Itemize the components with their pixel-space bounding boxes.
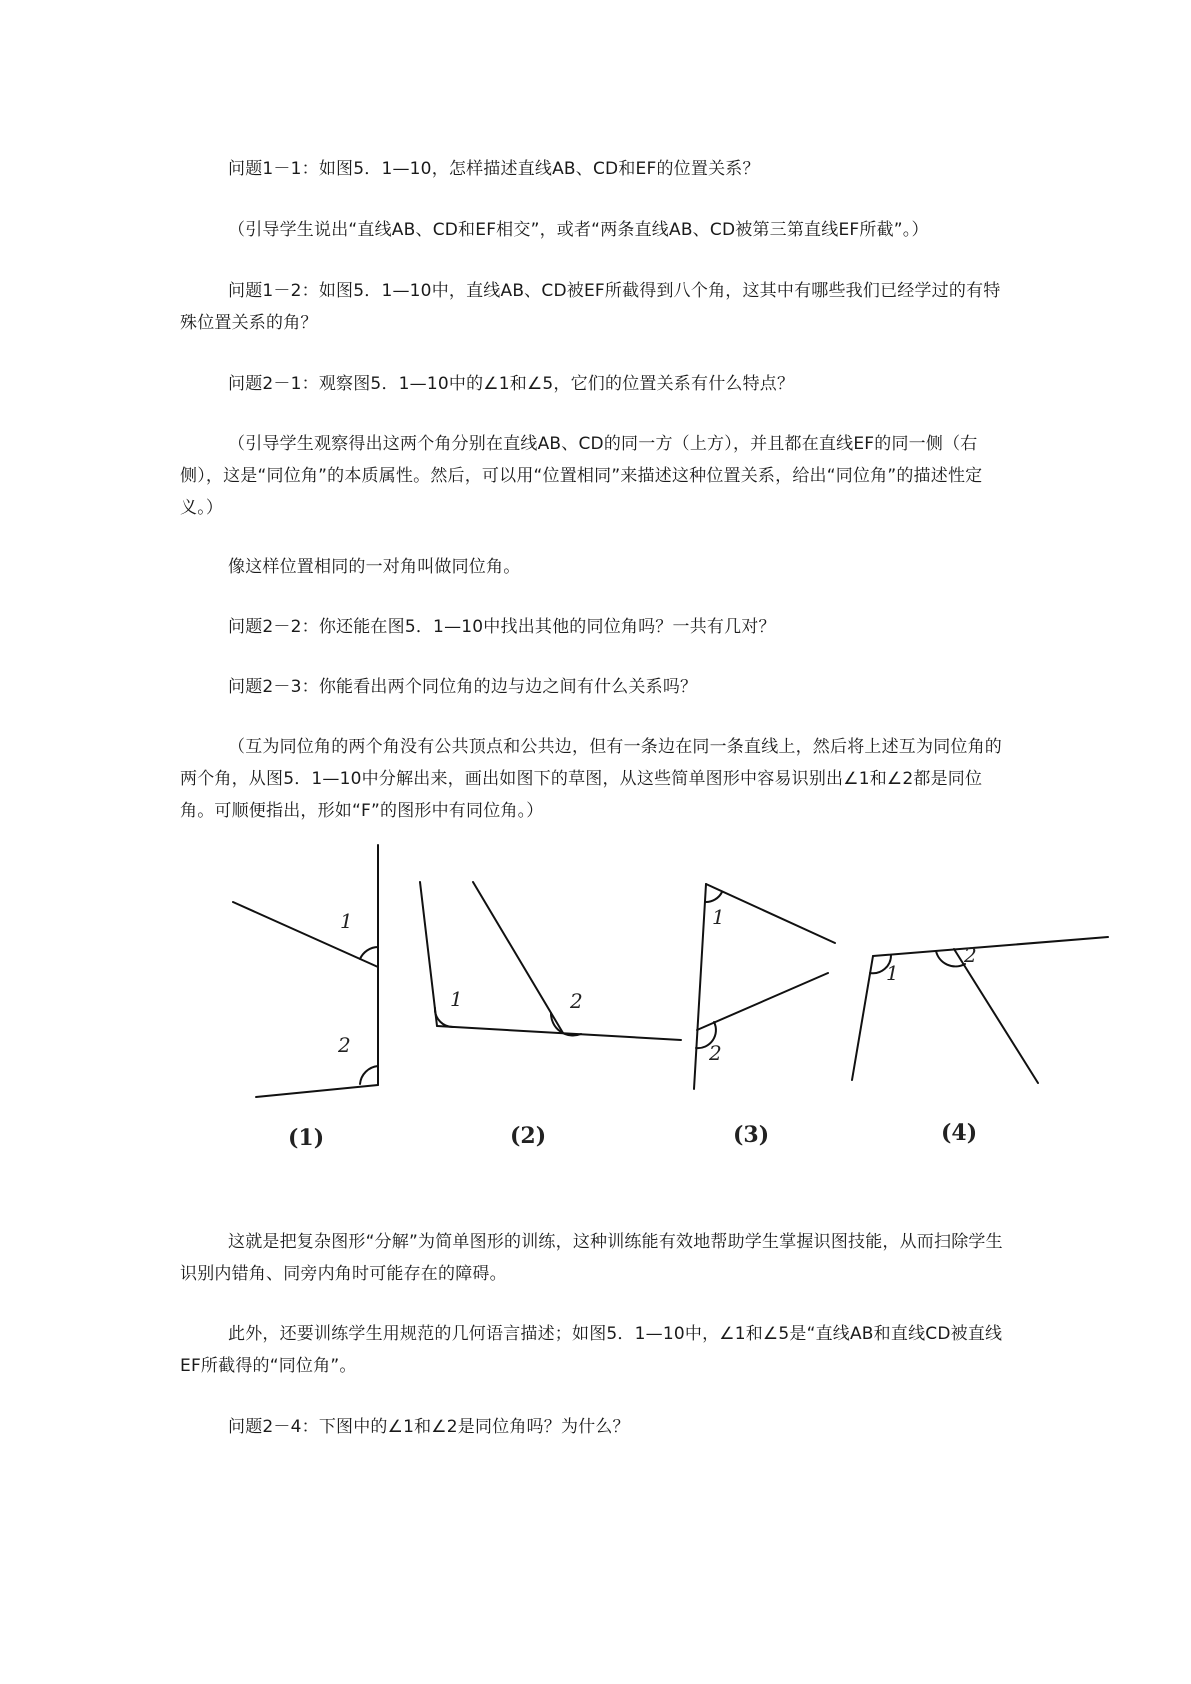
caption-2: (2) bbox=[510, 1123, 547, 1149]
caption-3: (3) bbox=[733, 1122, 770, 1148]
f1-angle-1-label: 1 bbox=[340, 909, 353, 933]
sketch-4 bbox=[852, 937, 1108, 1083]
f3-angle-1-label: 1 bbox=[712, 905, 725, 929]
training-paragraph: 这就是把复杂图形“分解”为简单图形的训练，这种训练能有效地帮助学生掌握识图技能，从而扫除学生识别内错角、同旁内角时可能存在的障碍。 bbox=[180, 1232, 1003, 1284]
caption-1: (1) bbox=[288, 1125, 325, 1151]
guidance-note-1: （引导学生说出“直线AB、CD和EF相交”，或者“两条直线AB、CD被第三第直线EF所截”。） bbox=[228, 220, 929, 240]
f2-angle-1-label: 1 bbox=[450, 987, 463, 1011]
f4-angle-2-label: 2 bbox=[964, 943, 977, 967]
question-2-4: 问题2－4：下图中的∠1和∠2是同位角吗？为什么？ bbox=[228, 1417, 630, 1437]
question-1-2: 问题1－2：如图5．1—10中，直线AB、CD被EF所截得到八个角，这其中有哪些我们已经学过的有特殊位置关系的角？ bbox=[180, 281, 1001, 333]
sketch-2 bbox=[420, 882, 681, 1040]
question-2-2: 问题2－2：你还能在图5．1—10中找出其他的同位角吗？一共有几对？ bbox=[228, 617, 776, 637]
caption-4: (4) bbox=[941, 1120, 978, 1146]
language-paragraph: 此外，还要训练学生用规范的几何语言描述；如图5．1—10中，∠1和∠5是“直线AB和直线CD被直线EF所截得的“同位角”。 bbox=[180, 1324, 1003, 1376]
definition-corresponding-angles: 像这样位置相同的一对角叫做同位角。 bbox=[228, 557, 521, 577]
f4-angle-1-label: 1 bbox=[886, 961, 899, 985]
f2-angle-2-label: 2 bbox=[570, 989, 583, 1013]
f1-angle-2-label: 2 bbox=[338, 1033, 351, 1057]
f3-angle-2-label: 2 bbox=[709, 1041, 722, 1065]
sketch-1 bbox=[233, 845, 378, 1097]
guidance-note-2: （引导学生观察得出这两个角分别在直线AB、CD的同一方（上方），并且都在直线EF的同一侧（右侧），这是“同位角”的本质属性。然后，可以用“位置相同”来描述这种位置关系，给出“同位角”的描述性定义。） bbox=[180, 434, 983, 518]
question-2-3: 问题2－3：你能看出两个同位角的边与边之间有什么关系吗？ bbox=[228, 677, 698, 697]
corresponding-angles-figure bbox=[228, 840, 1128, 1180]
question-2-1: 问题2－1：观察图5．1—10中的∠1和∠5，它们的位置关系有什么特点？ bbox=[228, 374, 795, 394]
guidance-note-3: （互为同位角的两个角没有公共顶点和公共边，但有一条边在同一条直线上，然后将上述互为同位角的两个角，从图5．1—10中分解出来，画出如图下的草图，从这些简单图形中容易识别出∠1和∠2都是同位角。可顺便指出，形如“F”的图形中有同位角。） bbox=[180, 737, 1002, 821]
question-1-1: 问题1－1：如图5．1—10，怎样描述直线AB、CD和EF的位置关系？ bbox=[228, 159, 760, 179]
